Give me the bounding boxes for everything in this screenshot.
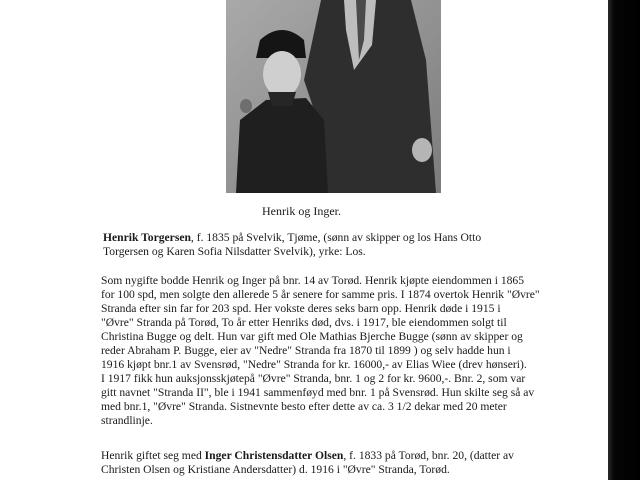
history-line: I 1917 fikk hun auksjonsskjøtepå "Øvre" Stranda, bnr. 1 og 2 for kr. 9600,-. Bnr. 2, som var bbox=[101, 372, 526, 385]
history-line: Stranda efter sin far for 203 spd. Her vokste deres seks barn opp. Henrik døde i 1915 i bbox=[101, 302, 501, 315]
portrait-photo bbox=[226, 0, 441, 193]
marriage-line-2: Christen Olsen og Kristiane Andersdatter) d. 1916 i "Øvre" Stranda, Torød. bbox=[101, 463, 450, 476]
history-line: strandlinje. bbox=[101, 414, 153, 427]
intro-paragraph bbox=[103, 231, 593, 259]
person-name-inger: Inger Christensdatter Olsen bbox=[204, 449, 344, 462]
marriage-line-1: Henrik giftet seg med Inger Christensdatter Olsen, f. 1833 på Torød, bnr. 20, (datter av bbox=[101, 449, 514, 462]
history-line: "Øvre" Stranda på Torød, To år etter Henriks død, dvs. i 1917, ble eiendommen solgt til bbox=[101, 316, 507, 329]
marriage-paragraph bbox=[103, 449, 593, 477]
person-name-henrik: Henrik Torgersen bbox=[103, 231, 191, 244]
history-line: Som nygifte bodde Henrik og Inger på bnr. 14 av Torød. Henrik kjøpte eiendommen i 1865 bbox=[101, 274, 525, 287]
history-line: reder Abraham P. Bugge, eier av "Nedre" Stranda fra 1870 til 1899 ) og selv hadde hun i bbox=[101, 344, 511, 357]
history-line: for 100 spd, men solgte den allerede 5 år senere for samme pris. I 1874 overtok Henrik "Øvre" bbox=[101, 288, 540, 301]
photo-caption: Henrik og Inger. bbox=[262, 204, 341, 218]
history-line: gitt navnet "Stranda II", ble i 1941 sammenføyd med bnr. 1 på Svensrød. Hun skilte seg så av bbox=[101, 386, 535, 399]
history-line: 1916 kjøpt bnr.1 av Svensrød, "Nedre" Stranda for kr. 16000,- av Elias Wiee (drev hønseri). bbox=[101, 358, 527, 371]
history-line: Christina Bugge og delt. Hun var gift med Ole Mathias Bjerche Bugge (sønn av skipper og bbox=[101, 330, 523, 343]
history-paragraph bbox=[103, 274, 593, 428]
scan-page-edge bbox=[608, 0, 640, 480]
intro-line-2: Torgersen og Karen Sofia Nilsdatter Svelvik), yrke: Los. bbox=[103, 245, 366, 258]
history-line: med bnr.1, "Øvre" Stranda. Sistnevnte besto efter dette av ca. 3 1/2 dekar med 20 meter bbox=[101, 400, 507, 413]
intro-line-1: Henrik Torgersen, f. 1835 på Svelvik, Tjøme, (sønn av skipper og los Hans Otto bbox=[103, 231, 482, 244]
portrait-photo-icon bbox=[226, 0, 441, 193]
